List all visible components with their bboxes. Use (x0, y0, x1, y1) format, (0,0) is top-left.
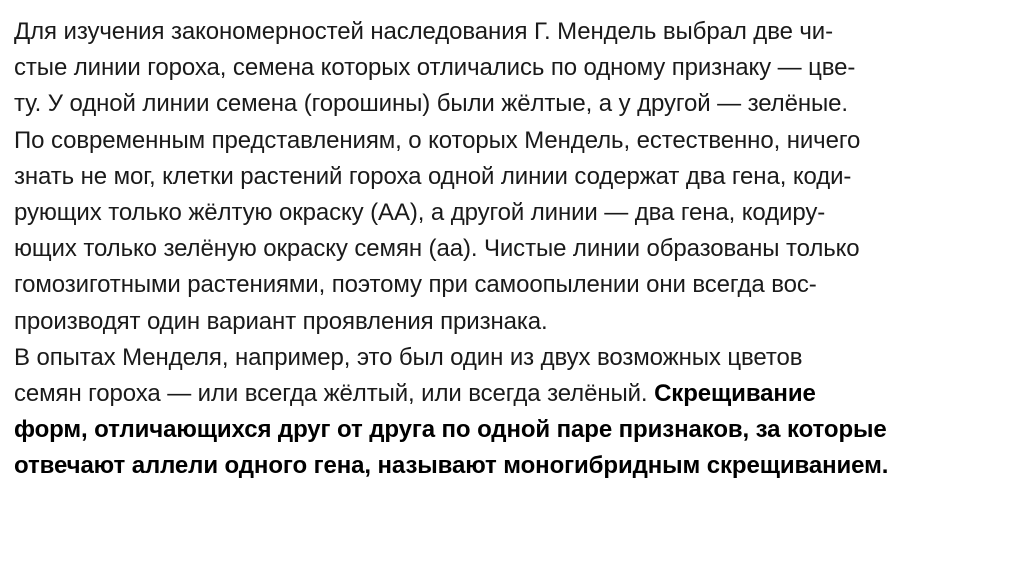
document-text (14, 14, 1014, 485)
text-regular: семян гороха — или всегда жёлтый, или всегда зелёный. (14, 380, 655, 408)
text-line-bold: форм, отличающихся друг от друга по одной паре признаков, за которые (14, 416, 887, 444)
text-line: рующих только жёлтую окраску (АА), а другой линии — два гена, кодиру- (14, 199, 826, 227)
text-line-mixed (14, 376, 1014, 412)
text-line: производят один вариант проявления признака. (14, 307, 548, 335)
text-bold: Скрещивание (654, 380, 816, 408)
text-line: ющих только зелёную окраску семян (аа). Чистые линии образованы только (14, 235, 860, 263)
text-line-bold: отвечают аллели одного гена, называют моногибридным скрещиванием. (14, 452, 889, 480)
text-line: знать не мог, клетки растений гороха одной линии содержат два гена, коди- (14, 162, 852, 190)
text-line: По современным представлениям, о которых Мендель, естественно, ничего (14, 126, 861, 154)
text-line: гомозиготными растениями, поэтому при самоопылении они всегда вос- (14, 271, 817, 299)
text-line: Для изучения закономерностей наследования Г. Мендель выбрал две чи- (14, 18, 833, 45)
text-line: стые линии гороха, семена которых отличались по одному признаку — цве- (14, 54, 856, 82)
text-line: В опытах Менделя, например, это был один из двух возможных цветов (14, 343, 803, 371)
text-line: ту. У одной линии семена (горошины) были жёлтые, а у другой — зелёные. (14, 90, 848, 118)
